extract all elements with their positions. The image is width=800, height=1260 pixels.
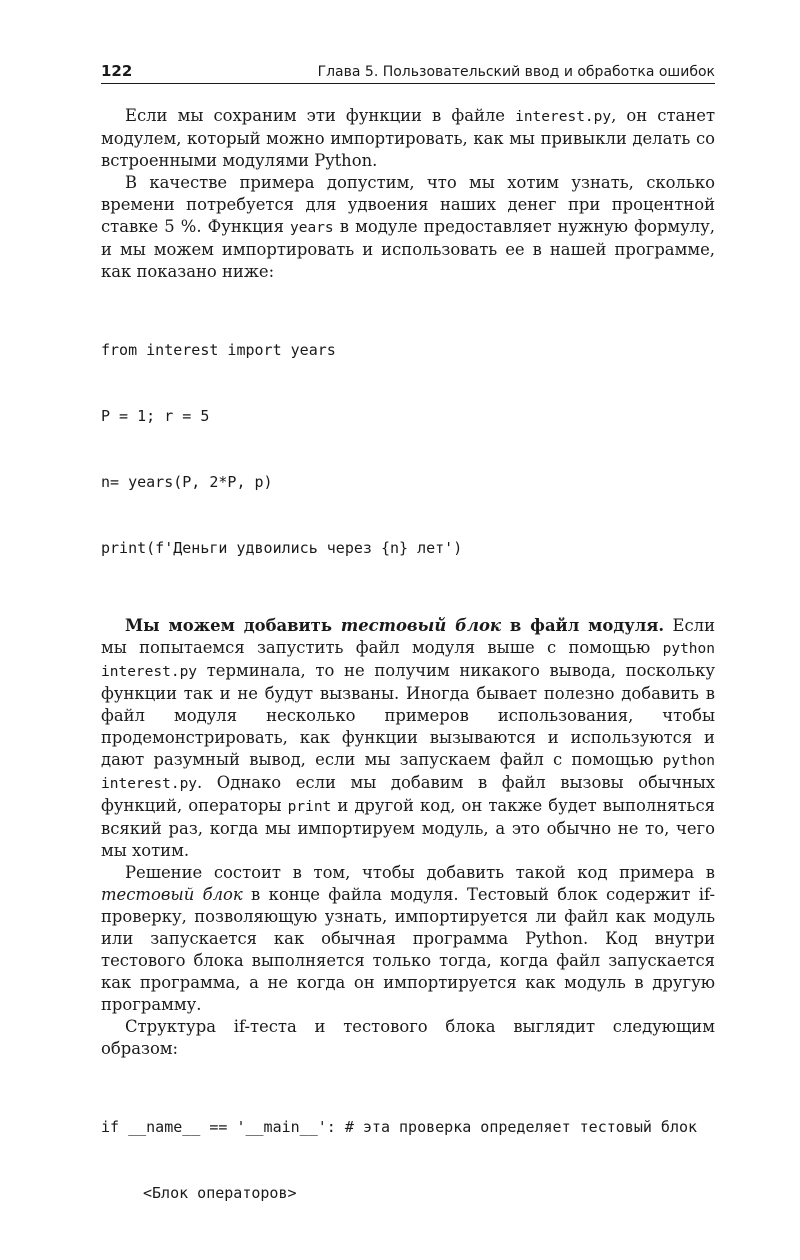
code-line: from interest import years bbox=[101, 341, 336, 359]
code-line: print(f'Деньги удвоились через {n} лет') bbox=[101, 539, 463, 557]
emphasis-term: тестовый блок bbox=[101, 885, 243, 904]
inline-code: years bbox=[290, 220, 334, 236]
code-line: if __name__ == '__main__': # эта проверка определяет тестовый блок bbox=[101, 1118, 698, 1136]
chapter-title: Глава 5. Пользовательский ввод и обработка ошибок bbox=[317, 64, 715, 80]
inline-code: python interest.py bbox=[101, 641, 715, 680]
paragraph-4: Решение состоит в том, чтобы добавить такой код примера в тестовый блок в конце файла модуля. Тестовый блок содержит if-проверку, позволяющую узнать, импортируется ли файл как модуль или запускается как обычная программа Python. Код внутри тестового блока выполняется только тогда, когда файл запускается как программа, а не когда он импортируется как модуль в другую программу. bbox=[101, 863, 715, 1014]
code-line: n= years(P, 2*P, p) bbox=[101, 473, 273, 491]
body-text bbox=[101, 105, 715, 1260]
running-header bbox=[101, 62, 715, 84]
inline-code: python interest.py bbox=[101, 753, 715, 792]
paragraph-2: В качестве примера допустим, что мы хотим узнать, сколько времени потребуется для удвоения наших денег при процентной ставке 5 %. Функция years в модуле предоставляет нужную формулу, и мы можем импортировать и использовать ее в нашей программе, как показано ниже: bbox=[101, 173, 716, 281]
code-line: P = 1; r = 5 bbox=[101, 407, 210, 425]
paragraph-3: Мы можем добавить тестовый блок в файл модуля. Если мы попытаемся запустить файл модуля выше с помощью python interest.py терминала, то не получим никакого вывода, поскольку функции так и не будут вызваны. Иногда бывает полезно добавить в файл модуля несколько примеров использования, чтобы продемонстрировать, как функции вызываются и используются и дают разумный вывод, если мы запускаем файл с помощью python interest.py. Однако если мы добавим в файл вызовы обычных функций, операторы print и другой код, он также будет выполняться всякий раз, когда мы импортируем модуль, а это обычно не то, чего мы хотим. bbox=[101, 616, 715, 860]
inline-code: interest.py bbox=[515, 109, 612, 125]
paragraph-1: Если мы сохраним эти функции в файле interest.py, он станет модулем, который можно импортировать, как мы привыкли делать со встроенными модулями Python. bbox=[101, 106, 716, 170]
inline-code: print bbox=[287, 799, 332, 815]
code-listing-2 bbox=[101, 1072, 715, 1248]
page-number: 122 bbox=[101, 62, 133, 80]
code-line: <Блок операторов> bbox=[143, 1184, 297, 1202]
paragraph-5: Структура if-теста и тестового блока выглядит следующим образом: bbox=[101, 1017, 715, 1058]
code-listing-1 bbox=[101, 295, 715, 603]
emphasis-term: тестовый блок bbox=[340, 616, 501, 635]
